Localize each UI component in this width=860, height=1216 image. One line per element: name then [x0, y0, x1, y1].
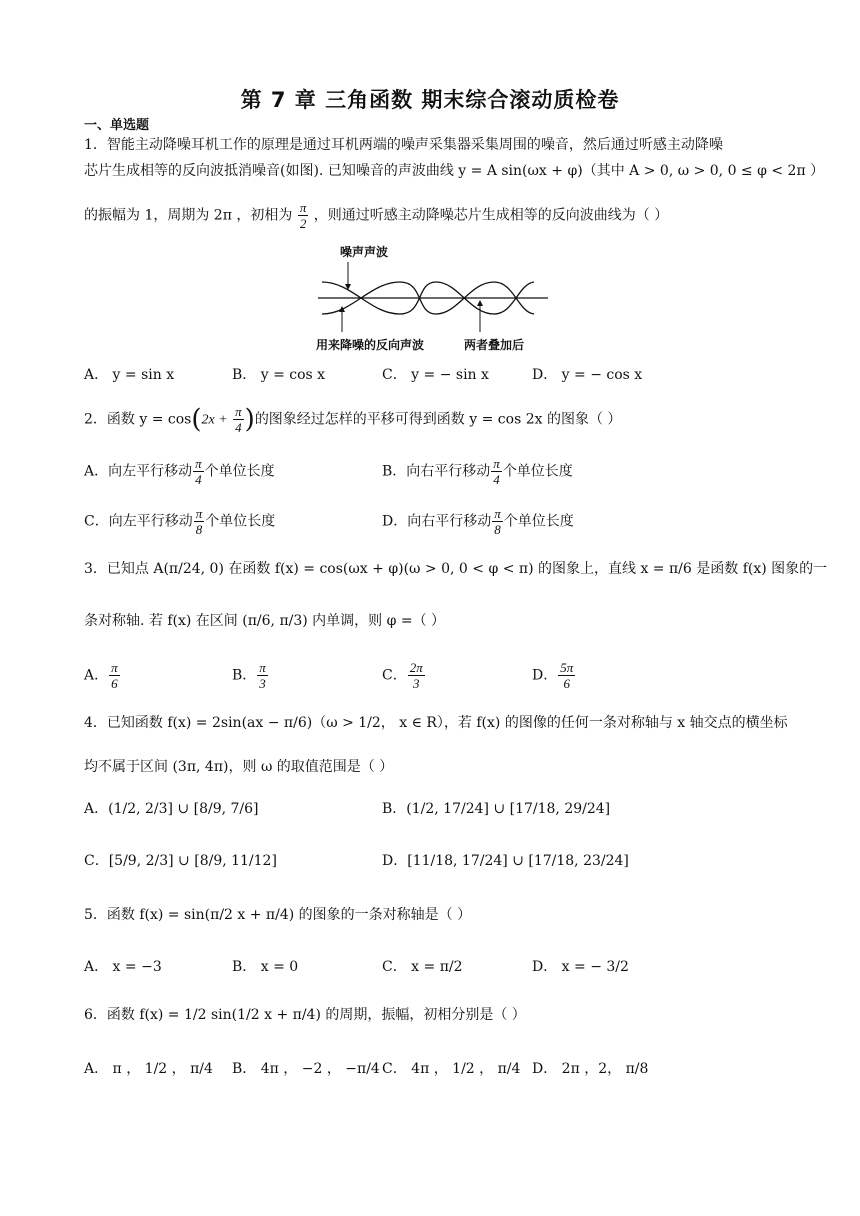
- q4-option-b[interactable]: B．(1/2, 17/24] ∪ [17/18, 29/24]: [382, 801, 611, 817]
- q4-stem-line2: 均不属于区间 (3π, 4π)，则 ω 的取值范围是（ ）: [84, 759, 394, 775]
- label-superposition: 两者叠加后: [464, 338, 525, 352]
- q6-option-b[interactable]: B． 4π ， −2 ， −π/4: [232, 1061, 380, 1077]
- q6-option-d[interactable]: D． 2π ，2， π/8: [532, 1061, 649, 1077]
- page-title: 第 7 章 三角函数 期末综合滚动质检卷: [240, 88, 620, 112]
- q1-option-d[interactable]: D． y = − cos x: [532, 367, 643, 383]
- q1-phase-fraction: $\frac{\pi}{2}$: [299, 200, 307, 231]
- q5-option-c[interactable]: C． x = π/2: [382, 959, 463, 975]
- q5-option-a[interactable]: A． x = −3: [84, 959, 162, 975]
- q2-option-b[interactable]: B．向右平行移动 $\frac{\pi}{4}$ 个单位长度: [382, 456, 573, 487]
- q4-stem-line1: 4．已知函数 f(x) = 2sin(ax − π/6)（ω > 1/2， x ∈ R），若 f(x) 的图像的任何一条对称轴与 x 轴交点的横坐标: [84, 715, 788, 731]
- q2-option-c[interactable]: C．向左平行移动 $\frac{\pi}{8}$ 个单位长度: [84, 506, 276, 537]
- q1-stem-line3: 的振幅为 1，周期为 2π ，初相为 $\frac{\pi}{2}$ ，则通过听感主动降噪芯片生成相等的反向波曲线为（ ）: [84, 200, 669, 231]
- q1-option-a[interactable]: A． y = sin x: [84, 367, 175, 383]
- q3-option-b[interactable]: B． $\frac{\pi}{3}$: [232, 660, 266, 691]
- q2-option-a[interactable]: A．向左平行移动 $\frac{\pi}{4}$ 个单位长度: [84, 456, 275, 487]
- q6-stem: 6．函数 f(x) = 1/2 sin(1/2 x + π/4) 的周期，振幅，初相分别是（ ）: [84, 1007, 526, 1023]
- q2-stem-fraction: $\frac{\pi}{4}$: [235, 404, 242, 435]
- label-noise-wave: 噪声声波: [340, 245, 389, 259]
- label-inverse-wave: 用来降噪的反向声波: [316, 338, 425, 352]
- q1-option-c[interactable]: C． y = − sin x: [382, 367, 489, 383]
- q4-option-a[interactable]: A．(1/2, 2/3] ∪ [8/9, 7/6]: [84, 801, 259, 817]
- q3-stem-line2: 条对称轴. 若 f(x) 在区间 (π/6, π/3) 内单调，则 φ =（ ）: [84, 613, 446, 629]
- q3-option-a[interactable]: A． $\frac{\pi}{6}$: [84, 660, 118, 691]
- q4-option-c[interactable]: C．[5/9, 2/3] ∪ [8/9, 11/12]: [84, 853, 277, 869]
- arrow-sum-head: [477, 300, 483, 306]
- q5-stem: 5．函数 f(x) = sin(π/2 x + π/4) 的图象的一条对称轴是（ ）: [84, 907, 472, 923]
- q1-stem-line2: 芯片生成相等的反向波抵消噪音(如图). 已知噪音的声波曲线 y = A sin(ωx + φ)（其中 A > 0, ω > 0, 0 ≤ φ < 2π ）: [84, 163, 825, 179]
- q1-option-b[interactable]: B． y = cos x: [232, 367, 326, 383]
- q3-stem-line1: 3．已知点 A(π/24, 0) 在函数 f(x) = cos(ωx + φ)(ω > 0, 0 < φ < π) 的图象上，直线 x = π/6 是函数 f(x) 图象的一: [84, 561, 828, 577]
- q5-option-d[interactable]: D． x = − 3/2: [532, 959, 629, 975]
- q2-stem: 2．函数 y = cos(2x + $\frac{\pi}{4}$ )的图象经过怎样的平移可得到函数 y = cos 2x 的图象（ ）: [84, 404, 622, 435]
- q3-option-c[interactable]: C． $\frac{2\pi}{3}$: [382, 660, 423, 691]
- q6-option-a[interactable]: A． π ， 1/2 ， π/4: [84, 1061, 213, 1077]
- q4-option-d[interactable]: D．[11/18, 17/24] ∪ [17/18, 23/24]: [382, 853, 629, 869]
- section-heading: 一、单选题: [84, 118, 150, 133]
- q6-option-c[interactable]: C． 4π ， 1/2 ， π/4: [382, 1061, 521, 1077]
- q3-option-d[interactable]: D． $\frac{5\pi}{6}$: [532, 660, 574, 691]
- q5-option-b[interactable]: B． x = 0: [232, 959, 299, 975]
- q1-wave-figure: [318, 240, 558, 352]
- q2-option-d[interactable]: D．向右平行移动 $\frac{\pi}{8}$ 个单位长度: [382, 506, 574, 537]
- q1-stem-line1: 1．智能主动降噪耳机工作的原理是通过耳机两端的噪声采集器采集周围的噪音，然后通过听感主动降噪: [84, 137, 723, 153]
